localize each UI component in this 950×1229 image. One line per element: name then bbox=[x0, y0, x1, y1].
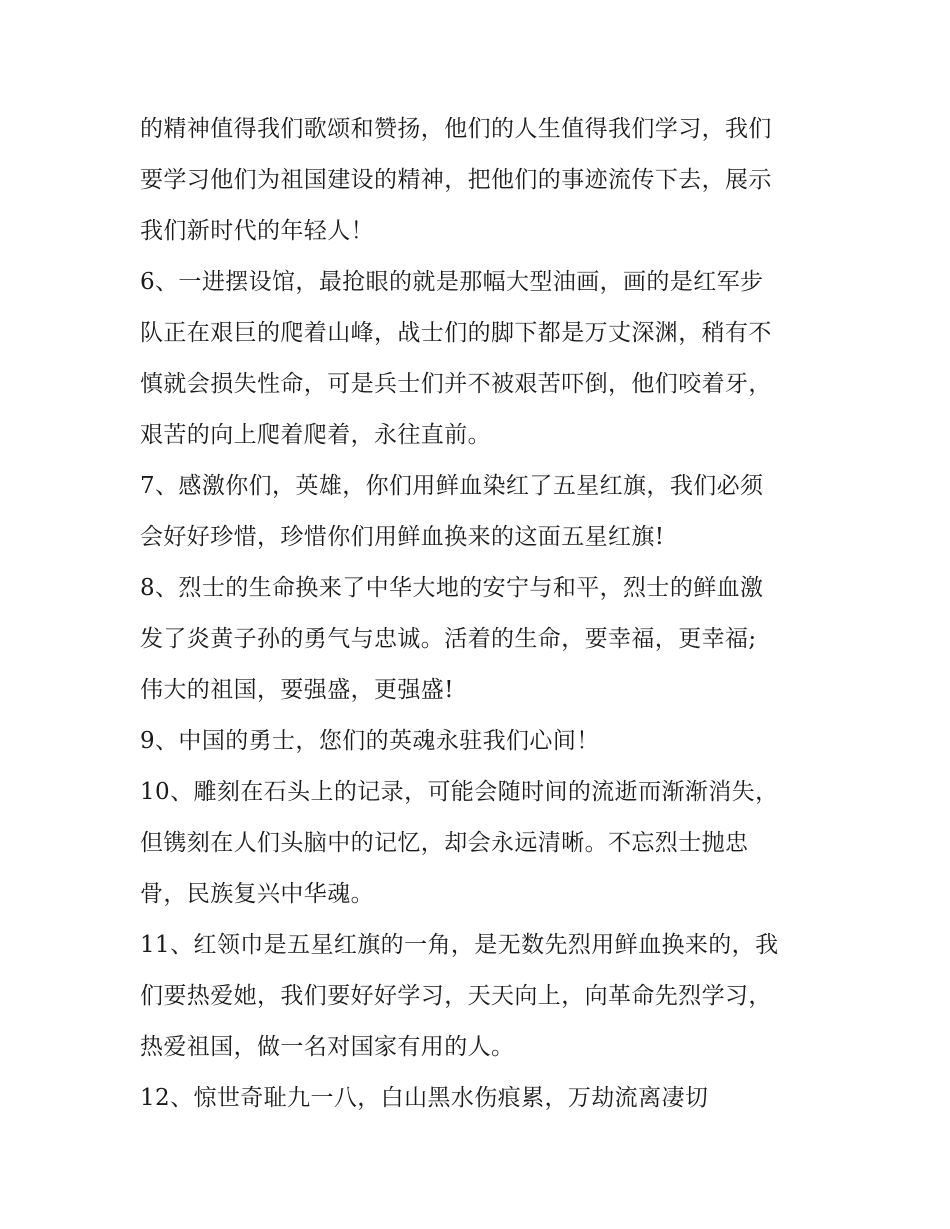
text-line: 12、惊世奇耻九一八，白山黑水伤痕累，万劫流离凄切 bbox=[140, 1085, 709, 1111]
text-line: 的精神值得我们歌颂和赞扬，他们的人生值得我们学习，我们 bbox=[140, 116, 772, 142]
text-line: 11、红领巾是五星红旗的一角，是无数先烈用鲜血换来的，我 bbox=[140, 932, 779, 958]
text-line: 伟大的祖国，要强盛，更强盛! bbox=[140, 677, 454, 703]
text-line: 会好好珍惜，珍惜你们用鲜血换来的这面五星红旗! bbox=[140, 524, 665, 550]
text-line: 们要热爱她，我们要好好学习，天天向上，向革命先烈学习， bbox=[140, 983, 772, 1009]
text-line: 10、雕刻在石头上的记录，可能会随时间的流逝而渐渐消失， bbox=[140, 779, 779, 805]
text-line: 9、中国的勇士，您们的英魂永驻我们心间！ bbox=[140, 728, 600, 754]
text-line: 骨，民族复兴中华魂。 bbox=[140, 881, 374, 907]
text-line: 8、烈士的生命换来了中华大地的安宁与和平，烈士的鲜血激 bbox=[140, 575, 764, 601]
text-line: 6、一进摆设馆，最抢眼的就是那幅大型油画，画的是红军步 bbox=[140, 269, 764, 295]
text-line: 队正在艰巨的爬着山峰，战士们的脚下都是万丈深渊，稍有不 bbox=[140, 320, 772, 346]
text-line: 要学习他们为祖国建设的精神，把他们的事迹流传下去，展示 bbox=[140, 167, 772, 193]
document-body bbox=[140, 104, 820, 1124]
text-line: 但镌刻在人们头脑中的记忆，却会永远清晰。不忘烈士抛忠 bbox=[140, 830, 749, 856]
text-line: 我们新时代的年轻人！ bbox=[140, 218, 374, 244]
text-line: 发了炎黄子孙的勇气与忠诚。活着的生命，要幸福，更幸福; bbox=[140, 626, 757, 652]
text-line: 慎就会损失性命，可是兵士们并不被艰苦吓倒，他们咬着牙， bbox=[140, 371, 772, 397]
text-line: 热爱祖国，做一名对国家有用的人。 bbox=[140, 1034, 515, 1060]
text-line: 艰苦的向上爬着爬着，永往直前。 bbox=[140, 422, 491, 448]
text-line: 7、感激你们，英雄，你们用鲜血染红了五星红旗，我们必须 bbox=[140, 473, 764, 499]
